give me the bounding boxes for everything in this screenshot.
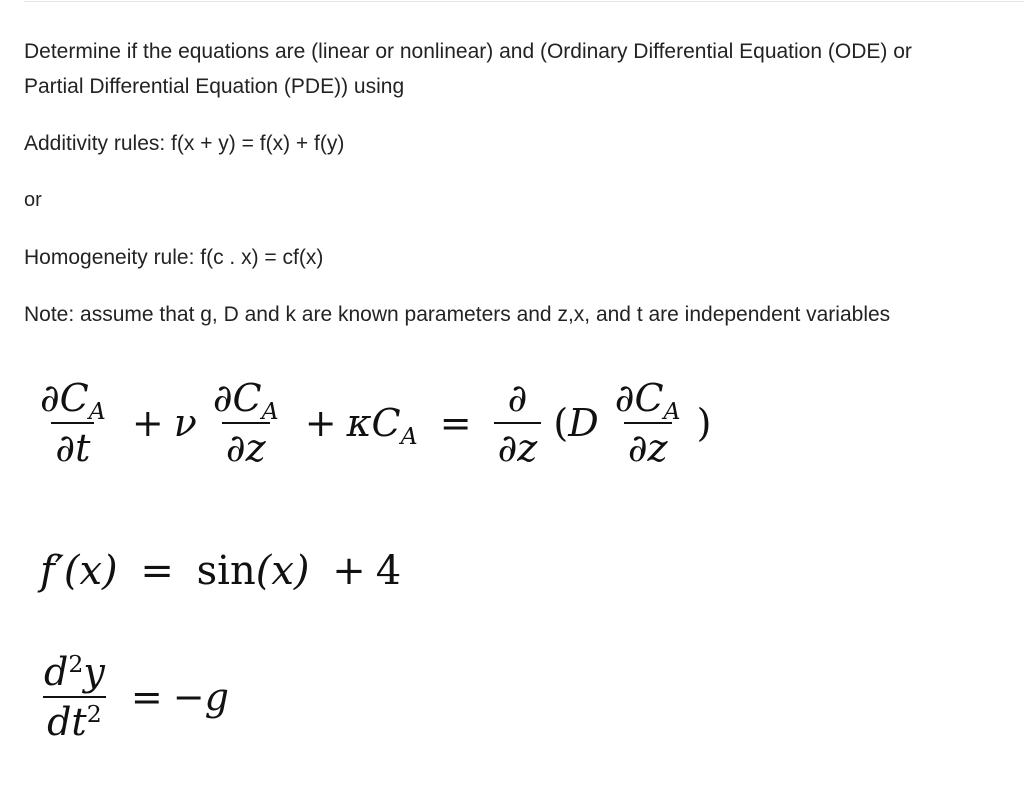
equals-sign: = xyxy=(439,401,472,445)
dca-dt-fraction: $\frac{\partial C_A}{\partial t}$ xyxy=(40,376,106,470)
equation-3 xyxy=(40,650,229,744)
close-paren: ) xyxy=(696,401,712,445)
plus-sign: + xyxy=(332,548,366,594)
equals-sign: = xyxy=(140,548,174,594)
d2y-dt2-fraction: $\frac{d^2y}{dt^2}$ xyxy=(44,650,105,744)
sin-function: sin xyxy=(196,548,256,594)
plus-sign: + xyxy=(131,401,164,445)
equation-2 xyxy=(40,548,401,594)
equals-sign: = xyxy=(130,675,163,719)
g-parameter: g xyxy=(204,675,229,719)
minus-sign: − xyxy=(172,675,205,719)
d-parameter: D xyxy=(568,401,599,445)
kappa-ca-term: $\kappa C_A$ xyxy=(346,401,418,451)
constant-four: 4 xyxy=(375,548,402,594)
sin-argument: (x) xyxy=(255,548,310,594)
open-paren: ( xyxy=(553,401,569,445)
homogeneity-rule: Homogeneity rule: f(c . x) = cf(x) xyxy=(24,246,324,269)
plus-sign: + xyxy=(304,401,337,445)
question-line-2: Partial Differential Equation (PDE)) using xyxy=(24,75,405,98)
question-line-1: Determine if the equations are (linear or nonlinear) and (Ordinary Differential Equation (ODE) or xyxy=(24,40,912,63)
additivity-rule: Additivity rules: f(x + y) = f(x) + f(y) xyxy=(24,132,345,155)
dca-dz-fraction: $\frac{\partial C_A}{\partial z}$ xyxy=(212,376,279,470)
d-dz-operator: $\frac{\partial}{\partial z}$ xyxy=(494,376,542,470)
equation-1 xyxy=(36,376,711,470)
or-text: or xyxy=(24,189,42,211)
prime-x: ′(x) xyxy=(54,548,118,594)
note-text: Note: assume that g, D and k are known parameters and z,x, and t are independent variables xyxy=(24,303,891,326)
dca-dz-inner-fraction: $\frac{\partial C_A}{\partial z}$ xyxy=(614,376,681,470)
nu-symbol: ν xyxy=(173,401,197,445)
top-divider xyxy=(24,1,1024,2)
f-function: f xyxy=(40,548,55,594)
